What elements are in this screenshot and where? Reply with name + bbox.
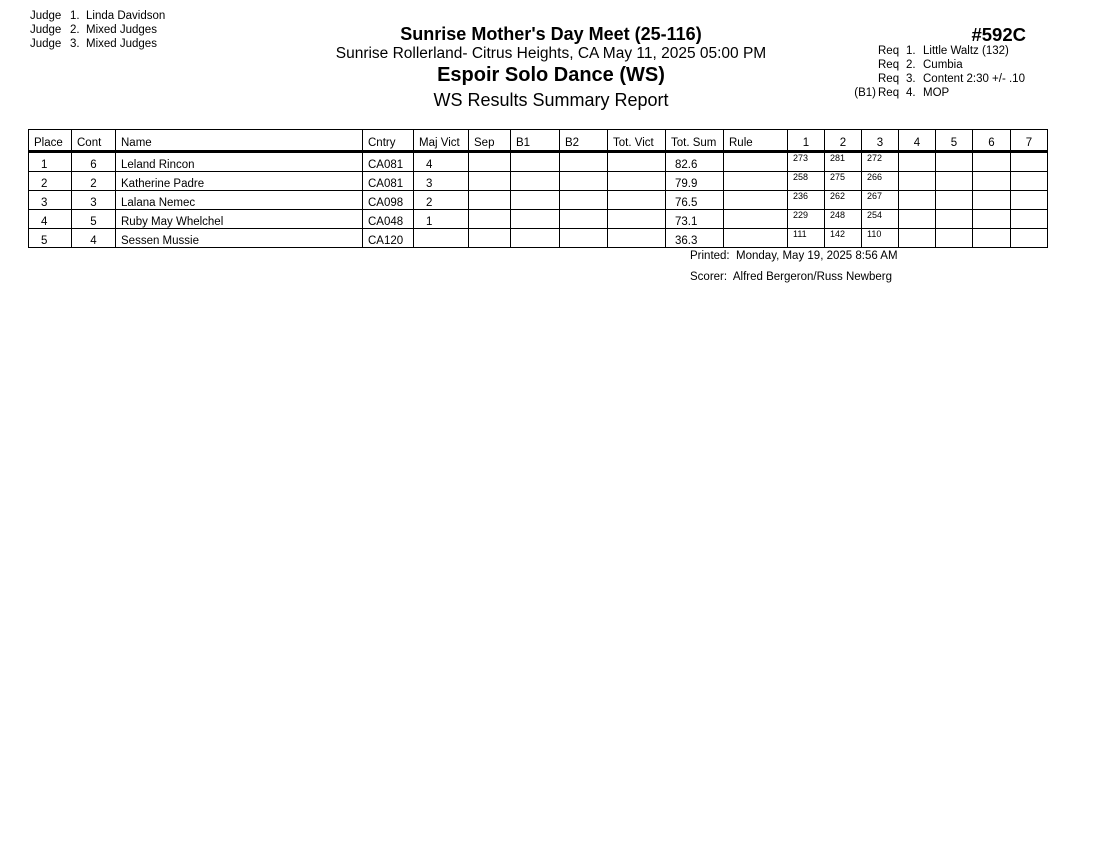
event-name: Espoir Solo Dance (WS) [437,64,665,86]
col-judge-7: 7 [1011,130,1048,152]
cont-cell: 2 [72,172,116,191]
judge-3-score: 254 [862,210,899,229]
sep-cell [469,191,511,210]
requirement-line: Req 2. Cumbia [878,59,963,71]
judge-7-score [1011,191,1048,210]
judge-line: Judge 3. Mixed Judges [30,38,157,50]
col-maj-vict: Maj Vict [414,130,469,152]
b1-cell [511,229,560,248]
place-cell: 4 [29,210,72,229]
judge-5-score [936,229,973,248]
judge-1-score: 229 [788,210,825,229]
event-number: #592C [971,24,1026,45]
tot-sum-cell: 76.5 [666,191,724,210]
col-cont: Cont [72,130,116,152]
judge-6-score [973,172,1011,191]
name-cell: Sessen Mussie [116,229,363,248]
b1-cell [511,191,560,210]
judge-6-score [973,229,1011,248]
printed-value: Monday, May 19, 2025 8:56 AM [736,250,898,262]
requirements-list [854,44,1025,100]
tot-vict-cell [608,172,666,191]
tot-vict-cell [608,229,666,248]
judge-3-score: 110 [862,229,899,248]
report-name: WS Results Summary Report [433,90,669,110]
col-sep: Sep [469,130,511,152]
col-tot-vict: Tot. Vict [608,130,666,152]
maj-vict-cell: 1 [414,210,469,229]
tot-vict-cell [608,152,666,172]
b2-cell [560,191,608,210]
judge-name: Linda Davidson [86,10,166,22]
judge-line: Judge 1. Linda Davidson [30,10,166,22]
place-cell: 3 [29,191,72,210]
name-cell: Lalana Nemec [116,191,363,210]
cntry-cell: CA098 [363,191,414,210]
printed-line [690,250,898,262]
table-row [29,172,1048,191]
col-judge-4: 4 [899,130,936,152]
col-judge-2: 2 [825,130,862,152]
table-row [29,152,1048,172]
b1-cell [511,172,560,191]
tot-sum-cell: 79.9 [666,172,724,191]
cntry-cell: CA048 [363,210,414,229]
sep-cell [469,210,511,229]
judge-2-score: 262 [825,191,862,210]
tot-vict-cell [608,191,666,210]
judge-7-score [1011,172,1048,191]
requirement-line: Req 3. Content 2:30 +/- .10 [878,73,1025,85]
col-rule: Rule [724,130,788,152]
table-header-row [29,130,1048,152]
b2-cell [560,172,608,191]
scorer-value: Alfred Bergeron/Russ Newberg [732,271,893,283]
rule-cell [724,152,788,172]
judge-4-score [899,229,936,248]
rule-cell [724,172,788,191]
judge-5-score [936,191,973,210]
cont-cell: 4 [72,229,116,248]
col-b1: B1 [511,130,560,152]
place-cell: 2 [29,172,72,191]
judge-6-score [973,191,1011,210]
cont-cell: 3 [72,191,116,210]
requirement-line: (B1) Req 4. MOP [854,87,950,99]
sep-cell [469,152,511,172]
judge-1-score: 273 [788,152,825,172]
judge-4-score [899,191,936,210]
judge-1-score: 258 [788,172,825,191]
tot-sum-cell: 36.3 [666,229,724,248]
judge-7-score [1011,152,1048,172]
table-row [29,210,1048,229]
rule-cell [724,191,788,210]
maj-vict-cell [414,229,469,248]
judge-1-score: 111 [788,229,825,248]
b2-cell [560,210,608,229]
rule-cell [724,229,788,248]
judge-7-score [1011,229,1048,248]
judge-4-score [899,172,936,191]
name-cell: Leland Rincon [116,152,363,172]
col-judge-5: 5 [936,130,973,152]
rule-cell [724,210,788,229]
judge-name: Mixed Judges [86,24,157,36]
judge-7-score [1011,210,1048,229]
judge-1-score: 236 [788,191,825,210]
cont-cell: 5 [72,210,116,229]
cntry-cell: CA081 [363,152,414,172]
col-place: Place [29,130,72,152]
b2-cell [560,152,608,172]
judge-6-score [973,152,1011,172]
judge-name: Mixed Judges [86,38,157,50]
cont-cell: 6 [72,152,116,172]
judge-3-score: 272 [862,152,899,172]
tot-sum-cell: 82.6 [666,152,724,172]
maj-vict-cell: 2 [414,191,469,210]
col-cntry: Cntry [363,130,414,152]
table-row [29,229,1048,248]
b1-cell [511,210,560,229]
results-table [28,129,1048,248]
judge-line: Judge 2. Mixed Judges [30,24,157,36]
judge-5-score [936,172,973,191]
printed-label: Printed: [690,250,730,262]
sep-cell [469,172,511,191]
judge-4-score [899,210,936,229]
judge-3-score: 267 [862,191,899,210]
maj-vict-cell: 3 [414,172,469,191]
maj-vict-cell: 4 [414,152,469,172]
scorer-label: Scorer: [690,271,728,283]
sep-cell [469,229,511,248]
scorer-line [690,271,892,283]
place-cell: 1 [29,152,72,172]
judge-5-score [936,210,973,229]
cntry-cell: CA120 [363,229,414,248]
meet-title: Sunrise Mother's Day Meet (25-116) [400,24,702,44]
col-judge-1: 1 [788,130,825,152]
judge-2-score: 248 [825,210,862,229]
name-cell: Ruby May Whelchel [116,210,363,229]
col-b2: B2 [560,130,608,152]
table-row [29,191,1048,210]
col-tot-sum: Tot. Sum [666,130,724,152]
venue-line: Sunrise Rollerland- Citrus Heights, CA May 11, 2025 05:00 PM [335,45,767,62]
col-name: Name [116,130,363,152]
b2-cell [560,229,608,248]
tot-vict-cell [608,210,666,229]
judges-list [30,9,165,51]
tot-sum-cell: 73.1 [666,210,724,229]
judge-6-score [973,210,1011,229]
judge-5-score [936,152,973,172]
name-cell: Katherine Padre [116,172,363,191]
col-judge-6: 6 [973,130,1011,152]
b1-cell [511,152,560,172]
requirement-line: Req 1. Little Waltz (132) [878,45,1009,57]
judge-3-score: 266 [862,172,899,191]
cntry-cell: CA081 [363,172,414,191]
place-cell: 5 [29,229,72,248]
judge-2-score: 275 [825,172,862,191]
judge-2-score: 281 [825,152,862,172]
judge-4-score [899,152,936,172]
judge-2-score: 142 [825,229,862,248]
col-judge-3: 3 [862,130,899,152]
